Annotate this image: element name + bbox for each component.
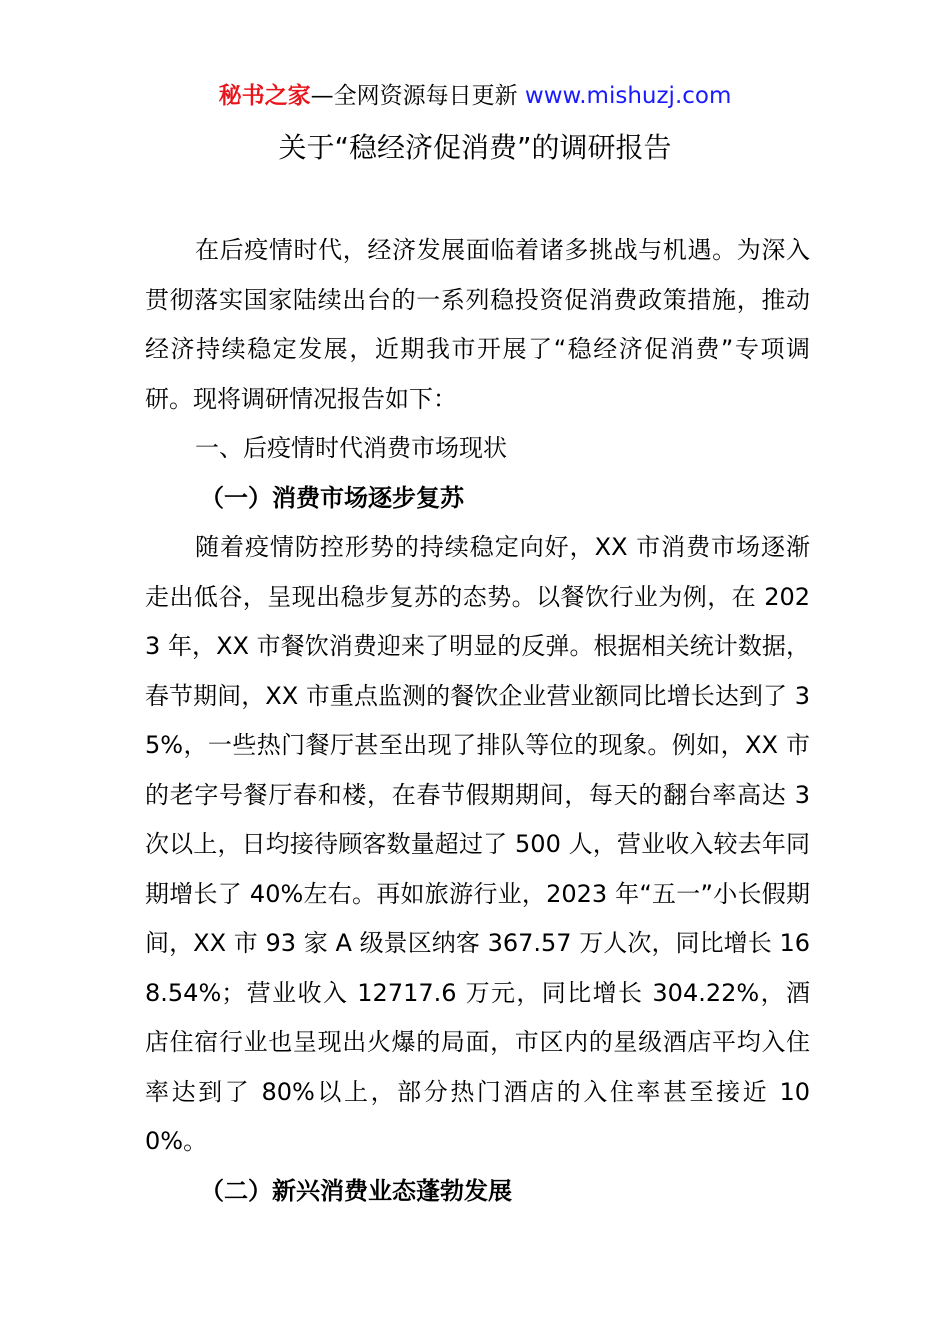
- header-tagline: —全网资源每日更新: [310, 83, 525, 109]
- subsection-1-paragraph: 随着疫情防控形势的持续稳定向好，XX 市消费市场逐渐走出低谷，呈现出稳步复苏的态势。以餐饮行业为例，在 2023 年，XX 市餐饮消费迎来了明显的反弹。根据相关统计数据，春节期间，XX 市重点监测的餐饮企业营业额同比增长达到了 35%，一些热门餐厅甚至出现了排队等位的现象。例如，XX 市的老字号餐厅春和楼，在春节假期期间，每天的翻台率高达 3 次以上，日均接待顾客数量超过了 500 人，营业收入较去年同期增长了 40%左右。再如旅游行业，2023 年“五一”小长假期间，XX 市 93 家 A 级景区纳客 367.57 万人次，同比增长 168.54%；营业收入 12717.6 万元，同比增长 304.22%，酒店住宿行业也呈现出火爆的局面，市区内的星级酒店平均入住率达到了 80%以上，部分热门酒店的入住率甚至接近 100%。: [145, 533, 810, 1155]
- section-1-heading: 一、后疫情时代消费市场现状: [195, 434, 507, 462]
- site-header: [0, 80, 950, 112]
- subsection-2-heading: （二）新兴消费业态蓬勃发展: [200, 1176, 512, 1205]
- subsection-1-heading: （一）消费市场逐步复苏: [200, 483, 464, 512]
- site-url-link[interactable]: www.mishuzj.com: [524, 83, 732, 109]
- document-body: [145, 226, 810, 1216]
- document-title: 关于“稳经济促消费”的调研报告: [278, 131, 672, 164]
- brand-name: 秘书之家: [218, 83, 311, 109]
- intro-paragraph: 在后疫情时代，经济发展面临着诸多挑战与机遇。为深入贯彻落实国家陆续出台的一系列稳投资促消费政策措施，推动经济持续稳定发展，近期我市开展了“稳经济促消费”专项调研。现将调研情况报告如下：: [145, 236, 810, 413]
